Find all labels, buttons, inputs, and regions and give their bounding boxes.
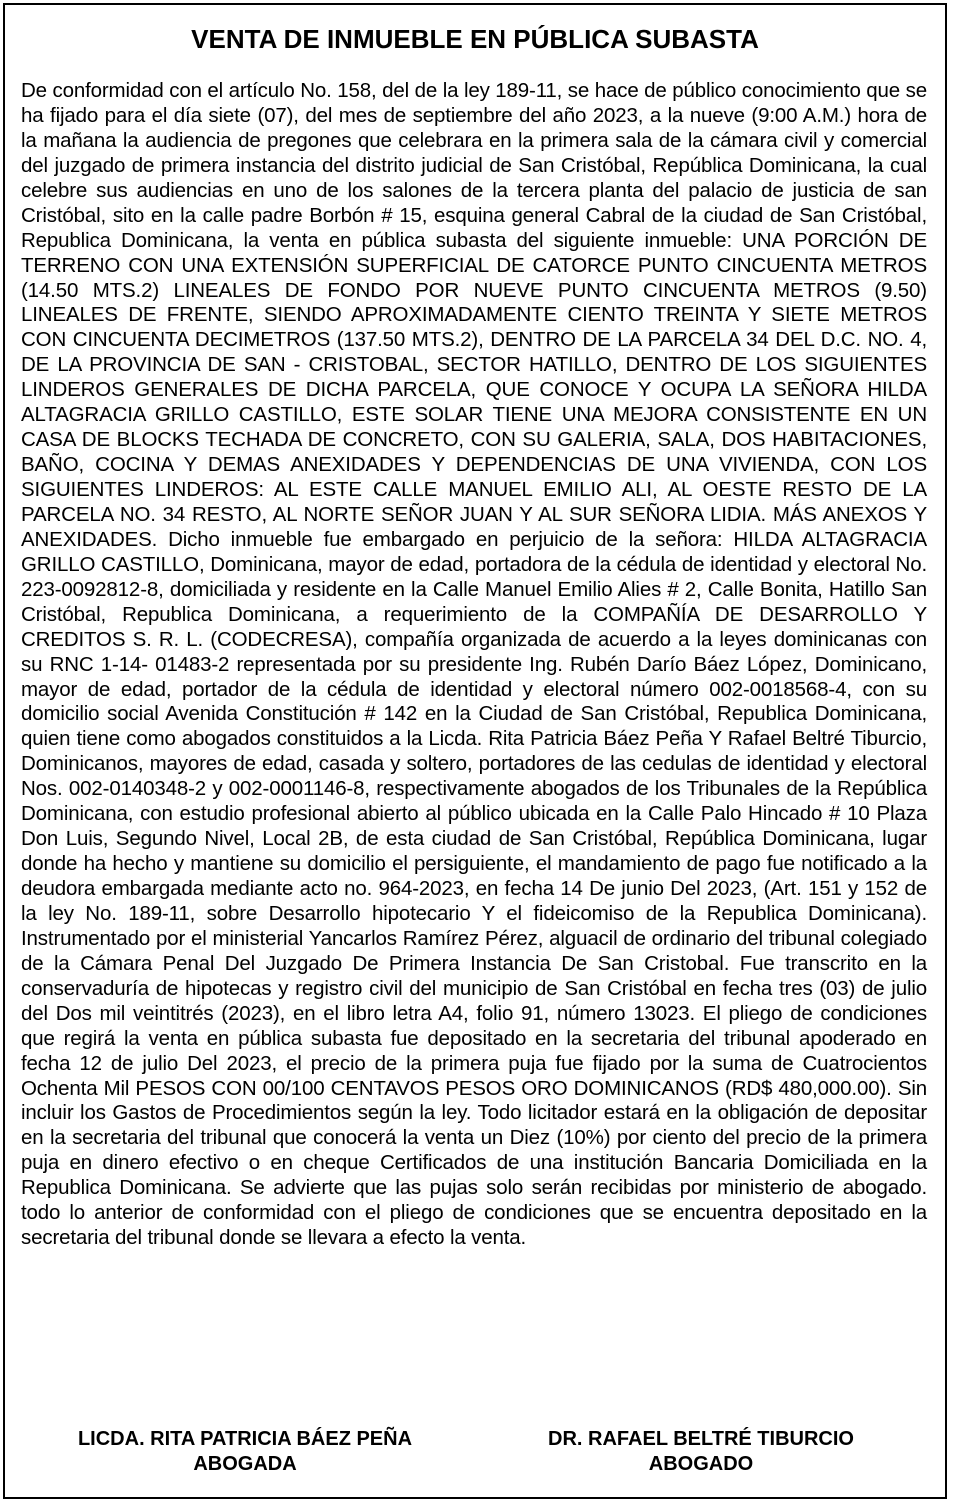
legal-notice [3, 3, 947, 1499]
signatory-name: LICDA. RITA PATRICIA BÁEZ PEÑA [77, 1428, 413, 1450]
notice-body: De conformidad con el artículo No. 158, del de la ley 189-11, se hace de público conocimiento que se ha fijado para el día siete (07), del mes de septiembre del año 2023, a la nueve (9:00 A.M.) hora de la mañana la audiencia de pregones que celebrara en la primera sala de la cámara civil y comercial del juzgado de primera instancia del distrito judicial de San Cristóbal, República Dominicana, la cual celebre sus audiencias en uno de los salones de la tercera planta del palacio de justicia de san Cristóbal, sito en la calle padre Borbón # 15, esquina general Cabral de la ciudad de San Cristóbal, Republica Dominicana, la venta en pública subasta del siguiente inmueble: UNA PORCIÓN DE TERRENO CON UNA EXTENSIÓN SUPERFICIAL DE CATORCE PUNTO CINCUENTA METROS (14.50 MTS.2) LINEALES DE FONDO POR NUEVE PUNTO CINCUENTA METROS (9.50) LINEALES DE FRENTE, SIENDO APROXIMADAMENTE CIENTO TREINTA Y SIETE METROS CON CINCUENTA DECIMETROS (137.50 MTS.2), DENTRO DE LA PARCELA 34 DEL D.C. NO. 4, DE LA PROVINCIA DE SAN - CRISTOBAL, SECTOR HATILLO, DENTRO DE LOS SIGUIENTES LINDEROS GENERALES DE DICHA PARCELA, QUE CONOCE Y OCUPA LA SEÑORA HILDA ALTAGRACIA GRILLO CASTILLO, ESTE SOLAR TIENE UNA MEJORA CONSISTENTE EN UN CASA DE BLOCKS TECHADA DE CONCRETO, CON SU GALERIA, SALA, DOS HABITACIONES, BAÑO, COCINA Y DEMAS ANEXIDADES Y DEPENDENCIAS DE UNA VIVIENDA, CON LOS SIGUIENTES LINDEROS: AL ESTE CALLE MANUEL EMILIO ALI, AL OESTE RESTO DE LA PARCELA NO. 34 RESTO, AL NORTE SEÑOR JUAN Y AL SUR SEÑORA LIDIA. MÁS ANEXOS Y ANEXIDADES. Dicho inmueble fue embargado en perjuicio de la señora: HILDA ALTAGRACIA GRILLO CASTILLO, Dominicana, mayor de edad, portadora de la cédula de identidad y electoral No. 223-0092812-8, domiciliada y residente en la Calle Manuel Emilio Alies # 2, Calle Bonita, Hatillo San Cristóbal, Republica Dominicana, a requerimiento de la COMPAÑÍA DE DESARROLLO Y CREDITOS S. R. L. (CODECRESA), compañía organizada de acuerdo a la leyes dominicanas con su RNC 1-14- 01483-2 representada por su presidente Ing. Rubén Darío Báez López, Dominicano, mayor de edad, portador de la cédula de identidad y electoral número 002-0018568-4, con su domicilio social Avenida Constitución # 142 en la Ciudad de San Cristóbal, Republica Dominicana, quien tiene como abogados constituidos a la Licda. Rita Patricia Báez Peña Y Rafael Beltré Tiburcio, Dominicanos, mayores de edad, casada y soltero, portadores de las cedulas de identidad y electoral Nos. 002-0140348-2 y 002-0001146-8, respectivamente abogados de los Tribunales de la República Dominicana, con estudio profesional abierto al público ubicada en la Calle Palo Hincado # 10 Plaza Don Luis, Segundo Nivel, Local 2B, de esta ciudad de San Cristóbal, República Dominicana, lugar donde ha hecho y mantiene su domicilio el persiguiente, el mandamiento de pago fue notificado a la deudora embargada mediante acto no. 964-2023, en fecha 14 De junio Del 2023, (Art. 151 y 152 de la ley No. 189-11, sobre Desarrollo hipotecario Y el fideicomiso de la Republica Dominicana). Instrumentado por el ministerial Yancarlos Ramírez Pérez, alguacil de ordinario del tribunal colegiado de la Cámara Penal Del Juzgado De Primera Instancia De San Cristobal. Fue transcrito en la conservaduría de hipotecas y registro civil del municipio de San Cristóbal en fecha tres (03) de julio del Dos mil veintitrés (2023), en el libro letra A4, folio 91, número 13023. El pliego de condiciones que regirá la venta en pública subasta fue depositado en la secretaria del tribunal apoderado en fecha 12 de julio Del 2023, el precio de la primera puja fue fijado por la suma de Cuatrocientos Ochenta Mil PESOS CON 00/100 CENTAVOS PESOS ORO DOMINICANOS (RD$ 480,000.00). Sin incluir los Gastos de Procedimientos según la ley. Todo licitador estará en la obligación de depositar en la secretaria del tribunal que conocerá la venta un Diez (10%) por ciento del precio de la primera puja en dinero efectivo o en cheque Certificados de una institución Bancaria Domiciliada en la Republica Dominicana. Se advierte que las pujas solo serán recibidas por ministerio de abogado. todo lo anterior de conformidad con el pliego de condiciones que se encuentra depositado en la secretaria del tribunal donde se llevara a efecto la venta. [21, 79, 927, 1250]
signature-block [5, 1427, 945, 1483]
signature-right [491, 1427, 911, 1477]
signatory-role: ABOGADO [648, 1453, 754, 1475]
signature-left [35, 1427, 455, 1477]
notice-title: VENTA DE INMUEBLE EN PÚBLICA SUBASTA [191, 24, 759, 54]
signatory-name: DR. RAFAEL BELTRÉ TIBURCIO [548, 1428, 854, 1450]
signatory-role: ABOGADA [193, 1453, 297, 1475]
